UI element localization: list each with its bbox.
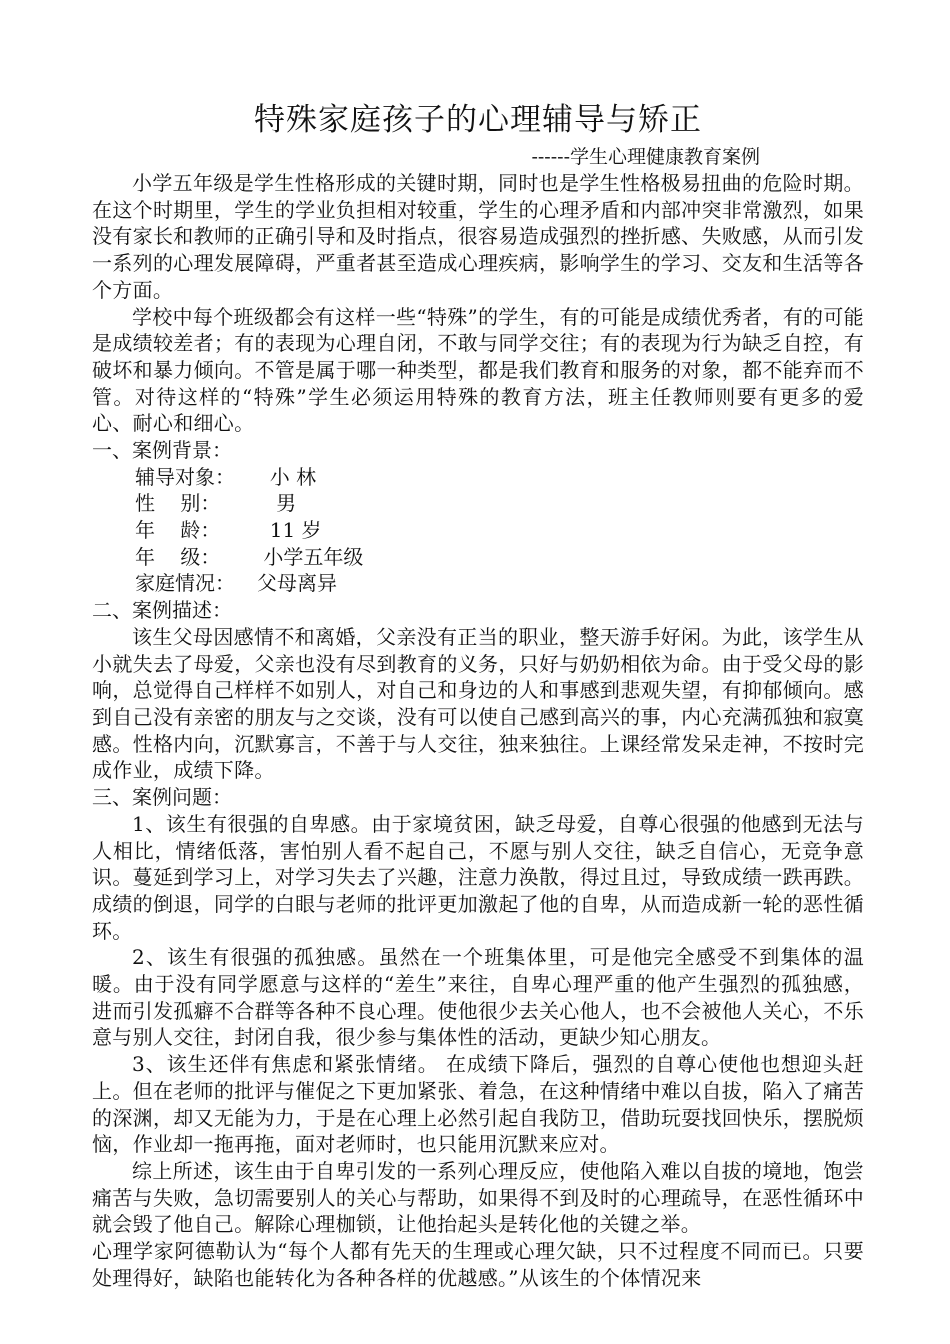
problem-paragraph-2: 2、该生有很强的孤独感。虽然在一个班集体里，可是他完全感受不到集体的温暖。由于没有同学愿意与这样的“差生”来往，自卑心理严重的他产生强烈的孤独感，进而引发孤癖不合群等各种不良心理。使他很少去关心他人，也不会被他人关心，不乐意与别人交往，封闭自我，很少参与集体性的活动，更缺少知心朋友。 (92, 945, 864, 1050)
info-label: 性 别： (135, 491, 221, 516)
info-label: 年 龄： (135, 518, 221, 543)
document-title: 特殊家庭孩子的心理辅导与矫正 (254, 102, 702, 138)
info-value: 男 (257, 491, 297, 516)
section-heading-description: 二、案例描述： (92, 598, 232, 623)
info-label: 年 级： (135, 544, 221, 569)
info-value: 小 林 (257, 464, 317, 489)
info-row-subject (92, 464, 864, 491)
document-page (92, 96, 864, 1291)
info-row-age (92, 517, 864, 544)
intro-paragraph-2: 学校中每个班级都会有这样一些“特殊”的学生，有的可能是成绩优秀者，有的可能是成绩较差者；有的表现为心理自闭，不敢与同学交往；有的表现为行为缺乏自控，有破坏和暴力倾向。不管是属于哪一种类型，都是我们教育和服务的对象，都不能弃而不管。对待这样的“特殊”学生必须运用特殊的教育方法，班主任教师则要有更多的爱心、耐心和细心。 (92, 304, 864, 436)
info-row-grade (92, 544, 864, 571)
section-heading-background: 一、案例背景： (92, 438, 232, 463)
intro-paragraph-1: 小学五年级是学生性格形成的关键时期，同时也是学生性格极易扭曲的危险时期。在这个时期里，学生的学业负担相对较重，学生的心理矛盾和内部冲突非常激烈，如果没有家长和教师的正确引导和及时指点，很容易造成强烈的挫折感、失败感，从而引发一系列的心理发展障碍，严重者甚至造成心理疾病，影响学生的学习、交友和生活等各个方面。 (92, 171, 864, 302)
problem-paragraph-3: 3、该生还伴有焦虑和紧张情绪。 在成绩下降后，强烈的自尊心使他也想迎头赶上。但在老师的批评与催促之下更加紧张、着急，在这种情绪中难以自拔，陷入了痛苦的深渊，却又无能为力，于是在心理上必然引起自我防卫，借助玩耍找回快乐，摆脱烦恼，作业却一拖再拖，面对老师时，也只能用沉默来应对。 (92, 1052, 864, 1157)
info-value: 父母离异 (257, 571, 337, 596)
info-label: 家庭情况： (135, 571, 235, 596)
section-heading-problems: 三、案例问题： (92, 785, 232, 810)
info-value: 小学五年级 (257, 544, 364, 569)
closing-paragraph: 心理学家阿德勒认为“每个人都有先天的生理或心理欠缺，只不过程度不同而已。只要处理得好，缺陷也能转化为各种各样的优越感。”从该生的个体情况来 (92, 1239, 864, 1290)
info-label: 辅导对象： (135, 464, 235, 489)
info-value: 11 岁 (257, 518, 322, 543)
info-row-family (92, 570, 864, 597)
description-paragraph: 该生父母因感情不和离婚，父亲没有正当的职业，整天游手好闲。为此，该学生从小就失去了母爱，父亲也没有尽到教育的义务，只好与奶奶相依为命。由于受父母的影响，总觉得自己样样不如别人，对自己和身边的人和事感到悲观失望，有抑郁倾向。感到自己没有亲密的朋友与之交谈，没有可以使自己感到高兴的事，内心充满孤独和寂寞感。性格内向，沉默寡言，不善于与人交往，独来独往。上课经常发呆走神，不按时完成作业，成绩下降。 (92, 624, 864, 783)
info-row-gender (92, 490, 864, 517)
summary-paragraph: 综上所述，该生由于自卑引发的一系列心理反应，使他陷入难以自拔的境地，饱尝痛苦与失败，急切需要别人的关心与帮助，如果得不到及时的心理疏导，在恶性循环中就会毁了他自己。解除心理枷锁，让他抬起头是转化他的关键之举。 (92, 1158, 864, 1237)
document-subtitle: ------学生心理健康教育案例 (531, 146, 760, 168)
problem-paragraph-1: 1、该生有很强的自卑感。由于家境贫困，缺乏母爱，自尊心很强的他感到无法与人相比，情绪低落，害怕别人看不起自己，不愿与别人交往，缺乏自信心，无竞争意识。蔓延到学习上，对学习失去了兴趣，注意力涣散，得过且过，导致成绩一跌再跌。成绩的倒退，同学的白眼与老师的批评更加激起了他的自卑，从而造成新一轮的恶性循环。 (92, 811, 864, 943)
